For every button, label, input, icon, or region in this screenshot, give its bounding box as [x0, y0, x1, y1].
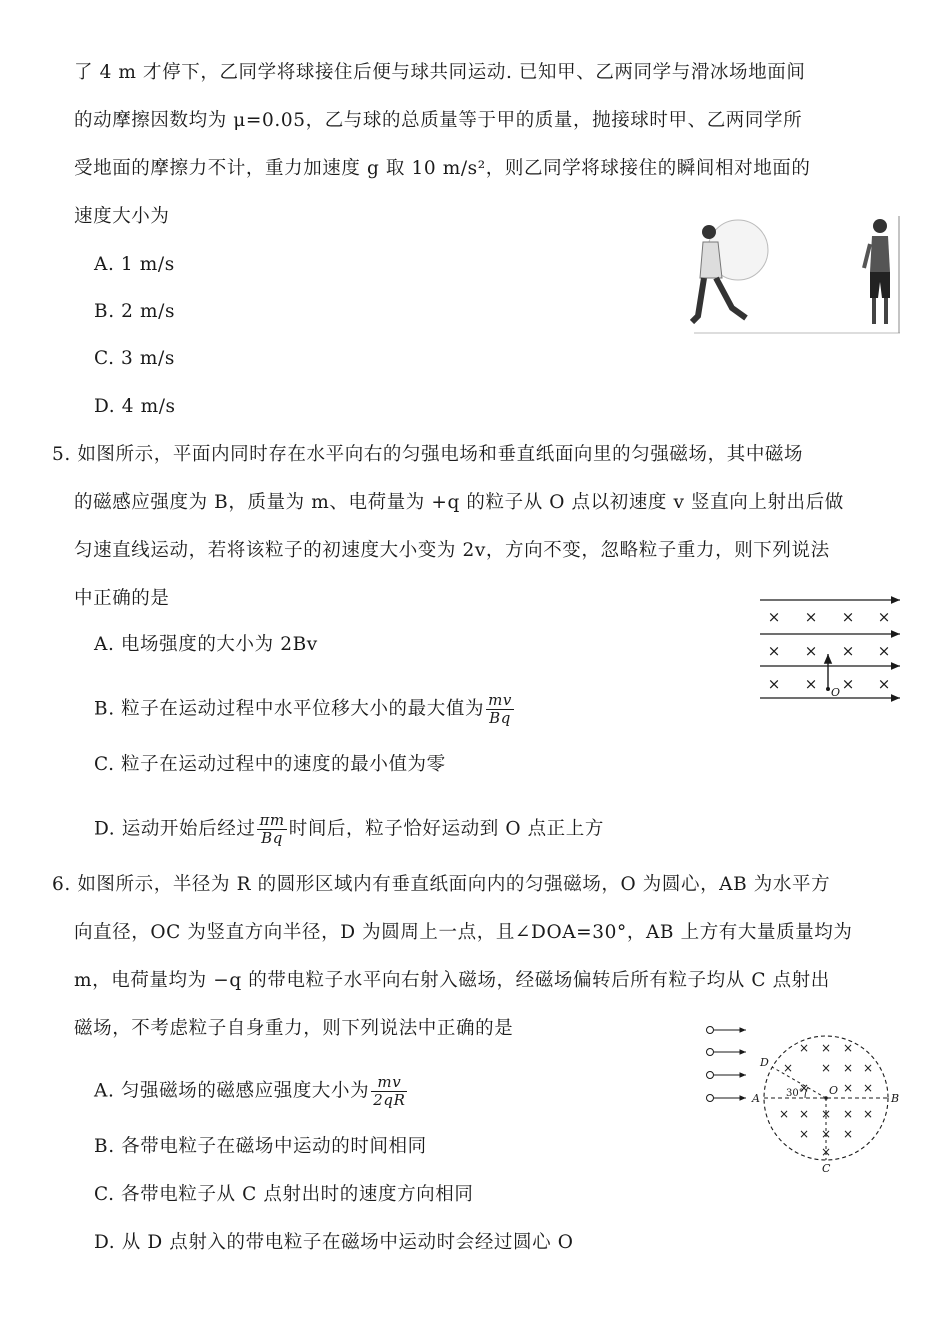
cross-mark: ×: [798, 1107, 810, 1121]
circular-field-diagram: [700, 1020, 910, 1180]
q6-option-a-text: A. 匀强磁场的磁感应强度大小为: [94, 1080, 370, 1102]
cross-mark: ×: [842, 1127, 854, 1141]
skaters-photo: [690, 212, 902, 336]
point-c-label: C: [822, 1162, 831, 1175]
q5-option-b: [94, 692, 516, 727]
q6-option-a: [94, 1074, 409, 1109]
angle-label: 30°: [786, 1088, 804, 1099]
q5-option-b-den: Bq: [489, 709, 511, 727]
cross-mark: ×: [877, 675, 891, 693]
cross-mark: ×: [842, 1107, 854, 1121]
q5-option-b-fraction: [486, 692, 514, 727]
cross-mark: ×: [841, 675, 855, 693]
cross-mark: ×: [877, 608, 891, 626]
cross-mark: ×: [804, 642, 818, 660]
cross-mark: ×: [804, 608, 818, 626]
cross-mark: ×: [820, 1127, 832, 1141]
point-o-label: O: [829, 1084, 839, 1097]
cross-mark: ×: [841, 608, 855, 626]
q5-line-1: 5. 如图所示，平面内同时存在水平向右的匀强电场和垂直纸面向里的匀强磁场，其中磁场: [52, 444, 804, 465]
q5-line-3: 匀速直线运动，若将该粒子的初速度大小变为 2v，方向不变，忽略粒子重力，则下列说法: [74, 540, 830, 561]
q6-line-3: m，电荷量均为 −q 的带电粒子水平向右射入磁场，经磁场偏转后所有粒子均从 C 点射出: [74, 970, 830, 991]
q6-option-a-fraction: [371, 1074, 407, 1109]
q4-line-3: 受地面的摩擦力不计，重力加速度 g 取 10 m/s²，则乙同学将球接住的瞬间相对地面的: [74, 158, 811, 179]
q4-option-a: A. 1 m/s: [94, 254, 175, 275]
cross-mark: ×: [841, 642, 855, 660]
cross-mark: ×: [820, 1061, 832, 1075]
cross-mark: ×: [842, 1081, 854, 1095]
cross-mark: ×: [798, 1081, 810, 1095]
q5-option-c: C. 粒子在运动过程中的速度的最小值为零: [94, 754, 446, 775]
q4-option-c: C. 3 m/s: [94, 348, 175, 369]
q5-option-d-text-2: 时间后，粒子恰好运动到 O 点正上方: [288, 818, 604, 840]
q4-line-4: 速度大小为: [74, 206, 170, 227]
point-b-label: B: [891, 1092, 900, 1105]
cross-mark: ×: [820, 1107, 832, 1121]
cross-mark: ×: [877, 642, 891, 660]
cross-mark: ×: [862, 1081, 874, 1095]
q6-option-c: C. 各带电粒子从 C 点射出时的速度方向相同: [94, 1184, 474, 1205]
cross-mark: ×: [862, 1107, 874, 1121]
point-o-label: O: [831, 686, 841, 699]
cross-mark: ×: [778, 1107, 790, 1121]
cross-mark: ×: [820, 1041, 832, 1055]
q5-option-d-num: πm: [259, 811, 285, 829]
field-diagram: [758, 592, 904, 704]
q6-line-2: 向直径，OC 为竖直方向半径，D 为圆周上一点，且∠DOA=30°，AB 上方有大量质量均为: [74, 922, 853, 943]
cross-mark: ×: [798, 1041, 810, 1055]
q5-line-4: 中正确的是: [74, 588, 170, 609]
cross-mark: ×: [767, 675, 781, 693]
q4-line-1: 了 4 m 才停下，乙同学将球接住后便与球共同运动. 已知甲、乙两同学与滑冰场地面间: [74, 62, 806, 83]
q6-line-4: 磁场，不考虑粒子自身重力，则下列说法中正确的是: [74, 1018, 514, 1039]
point-a-label: A: [752, 1092, 760, 1105]
cross-mark: ×: [842, 1041, 854, 1055]
cross-mark: ×: [842, 1061, 854, 1075]
cross-mark: ×: [804, 675, 818, 693]
q6-option-d: D. 从 D 点射入的带电粒子在磁场中运动时会经过圆心 O: [94, 1232, 574, 1253]
q6-line-1: 6. 如图所示，半径为 R 的圆形区域内有垂直纸面向内的匀强磁场，O 为圆心，AB 为水平方: [52, 874, 831, 895]
cross-mark: ×: [820, 1145, 832, 1159]
q5-option-d: [94, 812, 604, 847]
q5-option-b-num: mv: [488, 691, 512, 709]
q6-option-b: B. 各带电粒子在磁场中运动的时间相同: [94, 1136, 427, 1157]
q4-option-d: D. 4 m/s: [94, 396, 176, 417]
q5-option-a: A. 电场强度的大小为 2Bv: [94, 634, 318, 655]
cross-mark: ×: [862, 1061, 874, 1075]
cross-mark: ×: [798, 1127, 810, 1141]
cross-mark: ×: [782, 1061, 794, 1075]
q5-option-d-den: Bq: [261, 829, 283, 847]
point-d-label: D: [760, 1056, 769, 1069]
q4-option-b: B. 2 m/s: [94, 301, 176, 322]
q4-line-2: 的动摩擦因数均为 μ=0.05，乙与球的总质量等于甲的质量，抛接球时甲、乙两同学所: [74, 110, 803, 131]
q5-option-d-text: D. 运动开始后经过: [94, 818, 256, 840]
q5-option-b-text: B. 粒子在运动过程中水平位移大小的最大值为: [94, 698, 485, 720]
q6-option-a-num: mv: [371, 1074, 407, 1092]
q5-line-2: 的磁感应强度为 B，质量为 m、电荷量为 +q 的粒子从 O 点以初速度 v 竖直向上射出后做: [74, 492, 844, 513]
q6-option-a-den: 2qR: [373, 1091, 406, 1109]
q5-option-d-fraction: [257, 812, 286, 847]
cross-mark: ×: [767, 642, 781, 660]
cross-mark: ×: [767, 608, 781, 626]
